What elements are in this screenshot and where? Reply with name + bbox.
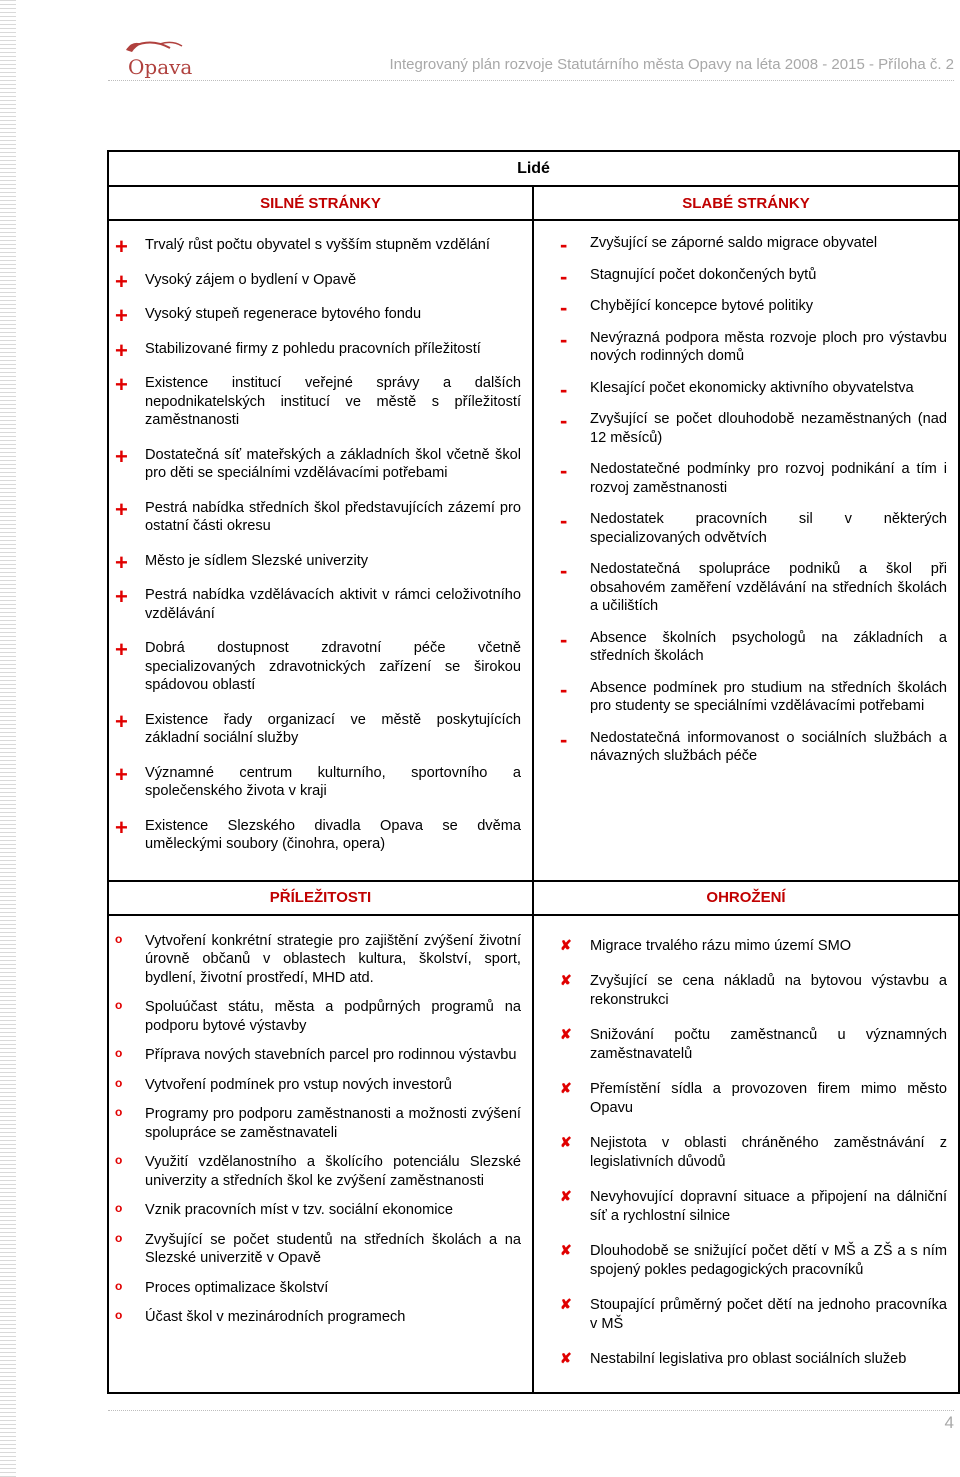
page-number: 4 xyxy=(944,1413,954,1432)
strength-item xyxy=(112,337,526,363)
strength-item-text: Stabilizované firmy z pohledu pracovních příležitostí xyxy=(145,340,481,357)
threat-bullet-icon: ✘ xyxy=(560,936,572,953)
weakness-item-text: Absence podmínek pro studium na středních školách pro studenty se speciálními vzdělávacími potřebami xyxy=(590,679,948,714)
strength-item xyxy=(112,639,526,695)
opportunities-list xyxy=(109,916,532,1344)
strength-bullet-icon: + xyxy=(115,234,128,259)
strengths-heading: SILNÉ STRÁNKY xyxy=(108,186,533,220)
strength-item xyxy=(112,549,526,575)
opportunity-item xyxy=(112,1201,526,1220)
strength-bullet-icon: + xyxy=(115,814,128,840)
strength-item-text: Trvalý růst počtu obyvatel s vyšším stupněm vzdělání xyxy=(145,237,490,253)
weakness-item xyxy=(557,726,952,766)
threats-cell xyxy=(533,915,959,1393)
strength-item-text: Existence řady organizací ve městě poskytujících základní sociální služby xyxy=(145,711,521,746)
weakness-item-text: Nedostatek pracovních sil v některých specializovaných odvětvích xyxy=(590,511,948,546)
threat-item-text: Dlouhodobě se snižující počet dětí v MŠ a ZŠ a s ním spojený pokles pedagogických pracovníků xyxy=(590,1243,948,1278)
opportunity-bullet-icon: o xyxy=(115,1046,123,1060)
weakness-bullet-icon: - xyxy=(560,676,568,702)
opportunity-bullet-icon: o xyxy=(115,1201,123,1215)
weakness-item xyxy=(557,295,952,320)
strength-item xyxy=(112,443,526,483)
threat-item xyxy=(557,1026,952,1063)
weakness-item-text: Zvyšující se záporné saldo migrace obyvatel xyxy=(590,235,878,251)
strength-item-text: Vysoký zájem o bydlení v Opavě xyxy=(145,271,357,288)
weakness-bullet-icon: - xyxy=(560,408,568,433)
threat-bullet-icon: ✘ xyxy=(560,972,572,988)
opportunity-item xyxy=(112,1153,526,1190)
strength-bullet-icon: + xyxy=(115,584,128,609)
strength-item-text: Pestrá nabídka vzdělávacích aktivit v rámci celoživotního vzdělávání xyxy=(145,587,521,622)
weakness-bullet-icon: - xyxy=(560,263,568,289)
strength-item xyxy=(112,268,526,294)
opportunity-bullet-icon: o xyxy=(115,931,123,946)
strengths-list xyxy=(109,221,532,880)
threat-item-text: Zvyšující se cena nákladů na bytovou výstavbu a rekonstrukci xyxy=(590,973,948,1008)
opportunity-item xyxy=(112,932,526,988)
weakness-bullet-icon: - xyxy=(560,376,568,402)
strength-bullet-icon: + xyxy=(115,549,128,575)
threats-heading: OHROŽENÍ xyxy=(533,881,959,915)
threat-bullet-icon: ✘ xyxy=(560,1080,572,1096)
weakness-item xyxy=(557,626,952,666)
opportunity-item-text: Vznik pracovních míst v tzv. sociální ekonomice xyxy=(145,1202,453,1218)
strength-item xyxy=(112,761,526,801)
threat-item xyxy=(557,1188,952,1225)
weakness-item-text: Stagnující počet dokončených bytů xyxy=(590,266,817,283)
weakness-bullet-icon: - xyxy=(560,726,568,752)
weakness-item-text: Zvyšující se počet dlouhodobě nezaměstnaných (nad 12 měsíců) xyxy=(590,411,948,446)
weaknesses-cell xyxy=(533,220,959,881)
weakness-bullet-icon: - xyxy=(560,626,568,652)
opportunity-item xyxy=(112,1231,526,1268)
strength-item-text: Významné centrum kulturního, sportovního a společenského života v kraji xyxy=(145,764,521,799)
weakness-item xyxy=(557,410,952,447)
opportunity-item-text: Využití vzdělanostního a školícího potenciálu Slezské univerzity a středních škol ke zvýšení zaměstnanosti xyxy=(145,1154,521,1189)
threat-item-text: Nejistota v oblasti chráněného zaměstnávání z legislativních důvodů xyxy=(590,1135,948,1170)
strengths-cell xyxy=(108,220,533,881)
weakness-item-text: Klesající počet ekonomicky aktivního obyvatelstva xyxy=(590,379,914,396)
strength-item xyxy=(112,496,526,536)
threat-item-text: Nestabilní legislativa pro oblast sociálních služeb xyxy=(590,1351,907,1367)
threat-bullet-icon: ✘ xyxy=(560,1350,572,1366)
threat-item-text: Nevyhovující dopravní situace a připojení na dálniční síť a rychlostní silnice xyxy=(590,1189,948,1224)
threat-bullet-icon: ✘ xyxy=(560,1026,572,1042)
opportunity-item xyxy=(112,1279,526,1298)
strength-item-text: Dobrá dostupnost zdravotní péče včetně specializovaných zdravotnických zařízení se širokou spádovou oblastí xyxy=(145,640,521,693)
weakness-item-text: Nevýrazná podpora města rozvoje ploch pro výstavbu nových rodinných domů xyxy=(590,329,948,364)
weakness-item xyxy=(557,510,952,547)
strength-item-text: Pestrá nabídka středních škol představujících zázemí pro ostatní části okresu xyxy=(145,499,521,534)
opportunities-heading: PŘÍLEŽITOSTI xyxy=(108,881,533,915)
strength-bullet-icon: + xyxy=(115,496,128,522)
weakness-bullet-icon: - xyxy=(560,295,568,320)
weakness-bullet-icon: - xyxy=(560,458,568,483)
opportunity-bullet-icon: o xyxy=(115,1308,123,1322)
opportunity-bullet-icon: o xyxy=(115,998,123,1012)
opportunity-item-text: Vytvoření konkrétní strategie pro zajištění zvýšení životní úrovně občanů v oblastech kultura, školství, sport, bydlení, životní prostředí, MHD atd. xyxy=(145,932,521,986)
weakness-bullet-icon: - xyxy=(560,558,568,583)
weakness-item xyxy=(557,263,952,289)
weaknesses-heading: SLABÉ STRÁNKY xyxy=(533,186,959,220)
swot-table xyxy=(107,150,960,1394)
weakness-item-text: Nedostatečná informovanost o sociálních službách a návazných službách péče xyxy=(590,729,948,764)
threat-item-text: Stoupající průměrný počet dětí na jednoho pracovníka v MŠ xyxy=(590,1297,948,1332)
strength-bullet-icon: + xyxy=(115,443,128,469)
opportunity-bullet-icon: o xyxy=(115,1278,123,1293)
weakness-item xyxy=(557,232,952,257)
weakness-item xyxy=(557,676,952,716)
strength-bullet-icon: + xyxy=(115,761,128,787)
opportunity-item-text: Vytvoření podmínek pro vstup nových investorů xyxy=(145,1076,452,1093)
header-divider xyxy=(108,80,954,81)
opportunity-item xyxy=(112,1105,526,1142)
opportunity-item xyxy=(112,1076,526,1095)
threat-bullet-icon: ✘ xyxy=(560,1188,572,1204)
opportunity-item-text: Účast škol v mezinárodních programech xyxy=(145,1309,406,1325)
strength-item xyxy=(112,814,526,854)
opportunity-item-text: Příprava nových stavebních parcel pro rodinnou výstavbu xyxy=(145,1047,517,1063)
opportunity-item-text: Spoluúčast státu, města a podpůrných programů na podporu bytové výstavby xyxy=(145,999,521,1034)
weakness-bullet-icon: - xyxy=(560,508,568,533)
weakness-item-text: Absence školních psychologů na základních a středních školách xyxy=(590,629,948,664)
threat-bullet-icon: ✘ xyxy=(560,1242,572,1258)
threats-list xyxy=(534,916,958,1392)
strength-bullet-icon: + xyxy=(115,268,128,294)
table-title: Lidé xyxy=(108,151,959,186)
threat-bullet-icon: ✘ xyxy=(560,1134,572,1150)
strength-item xyxy=(112,374,526,430)
strength-item-text: Existence institucí veřejné správy a dalších nepodnikatelských institucí ve městě s příležitostí zaměstnanosti xyxy=(145,375,521,428)
weakness-item xyxy=(557,560,952,616)
opportunity-bullet-icon: o xyxy=(115,1075,123,1090)
weakness-item xyxy=(557,460,952,497)
strength-item-text: Dostatečná síť mateřských a základních škol včetně škol pro děti se speciálními vzdělávacími potřebami xyxy=(145,446,521,481)
strength-item-text: Vysoký stupeň regenerace bytového fondu xyxy=(145,306,422,322)
weakness-bullet-icon: - xyxy=(560,326,568,352)
strength-item xyxy=(112,303,526,328)
opportunity-item-text: Zvyšující se počet studentů na středních školách a na Slezské univerzitě v Opavě xyxy=(145,1231,521,1266)
opportunity-item xyxy=(112,998,526,1035)
weakness-bullet-icon: - xyxy=(560,232,568,257)
threat-item xyxy=(557,937,952,956)
threat-item xyxy=(557,1134,952,1171)
weakness-item xyxy=(557,376,952,402)
threat-item xyxy=(557,1296,952,1333)
strength-bullet-icon: + xyxy=(115,708,128,734)
svg-text:Opava: Opava xyxy=(128,55,193,78)
opava-logo xyxy=(112,36,202,78)
opportunity-bullet-icon: o xyxy=(115,1153,123,1167)
strength-bullet-icon: + xyxy=(115,303,128,328)
strength-item xyxy=(112,586,526,623)
threat-item xyxy=(557,1242,952,1279)
opportunities-cell xyxy=(108,915,533,1393)
threat-item xyxy=(557,1350,952,1369)
threat-item-text: Přemístění sídla a provozoven firem mimo město Opavu xyxy=(590,1081,948,1116)
weakness-item-text: Nedostatečné podmínky pro rozvoj podnikání a tím i rozvoj zaměstnanosti xyxy=(590,461,948,496)
document-header-title: Integrovaný plán rozvoje Statutárního města Opavy na léta 2008 - 2015 - Příloha č. 2 xyxy=(389,56,954,73)
strength-bullet-icon: + xyxy=(115,637,128,662)
weakness-item xyxy=(557,326,952,366)
strength-bullet-icon: + xyxy=(115,372,128,397)
footer-divider xyxy=(108,1410,954,1411)
strength-item xyxy=(112,708,526,748)
opportunity-item-text: Programy pro podporu zaměstnanosti a možnosti zvýšení spolupráce se zaměstnavateli xyxy=(145,1106,521,1141)
weaknesses-list xyxy=(534,221,958,789)
opportunity-bullet-icon: o xyxy=(115,1230,123,1245)
threat-item-text: Migrace trvalého rázu mimo území SMO xyxy=(590,937,852,954)
strength-item-text: Město je sídlem Slezské univerzity xyxy=(145,552,369,569)
weakness-item-text: Chybějící koncepce bytové politiky xyxy=(590,298,814,314)
opportunity-item xyxy=(112,1308,526,1327)
strength-bullet-icon: + xyxy=(115,337,128,363)
threat-item xyxy=(557,1080,952,1117)
strength-item xyxy=(112,234,526,259)
threat-item-text: Snižování počtu zaměstnanců u významných zaměstnavatelů xyxy=(590,1027,948,1062)
weakness-item-text: Nedostatečná spolupráce podniků a škol při obsahovém zaměření vzdělávání na středních školách a učilištích xyxy=(590,561,948,614)
threat-bullet-icon: ✘ xyxy=(560,1296,572,1312)
opportunity-bullet-icon: o xyxy=(115,1105,123,1119)
opportunity-item xyxy=(112,1046,526,1065)
opportunity-item-text: Proces optimalizace školství xyxy=(145,1279,329,1296)
strength-item-text: Existence Slezského divadla Opava se dvěma uměleckými soubory (činohra, opera) xyxy=(145,817,521,852)
threat-item xyxy=(557,972,952,1009)
page-edge-stripes xyxy=(0,0,16,1477)
